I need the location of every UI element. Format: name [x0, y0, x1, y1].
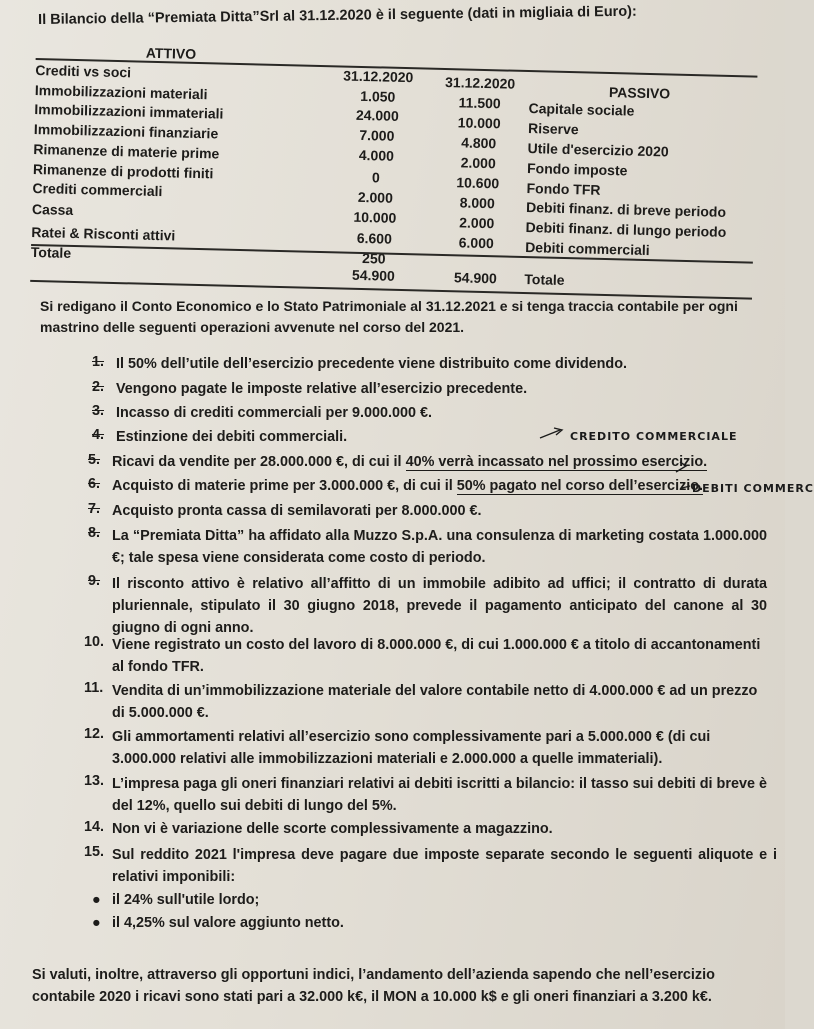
attivo-value: 0: [371, 169, 380, 186]
passivo-value: 10.000: [457, 114, 501, 132]
operation-text-b: 40% verrà incassato nel prossimo esercizio.: [405, 454, 708, 470]
attivo-label: Immobilizzazioni finanziarie: [33, 120, 219, 142]
passivo-label: Debiti finanz. di breve periodo: [525, 199, 727, 220]
operation-number: 6.: [88, 476, 101, 492]
bullet-item: ● il 24% sull'utile lordo;: [92, 892, 260, 908]
attivo-value: 4.000: [358, 146, 395, 164]
passivo-date: 31.12.2020: [444, 74, 516, 92]
attivo-label: Cassa: [31, 200, 74, 218]
attivo-value: 10.000: [353, 208, 397, 226]
attivo-label: Crediti vs soci: [35, 61, 132, 81]
passivo-value: 6.000: [458, 234, 494, 252]
operation-number: 5.: [88, 452, 101, 468]
operation-text: La “Premiata Ditta” ha affidato alla Muzzo S.p.A. una consulenza di marketing costata 1.000.000 €; tale spesa viene considerata come costo di periodo.: [112, 528, 767, 566]
attivo-header: ATTIVO: [145, 44, 197, 62]
operation-text: Vengono pagate le imposte relative all’esercizio precedente.: [116, 381, 528, 397]
operation-text: Acquisto pronta cassa di semilavorati per 8.000.000 €.: [112, 503, 482, 519]
passivo-value: 8.000: [459, 194, 495, 212]
attivo-label: Immobilizzazioni immateriali: [34, 100, 224, 122]
operation-text: Il risconto attivo è relativo all’affitto di un immobile adibito ad uffici; il contratto di durata pluriennale, stipulato il 30 giugno 2018, prevede il pagamento anticipato del canone al 30 giugno di ogni anno.: [112, 576, 767, 636]
attivo-label: Ratei & Risconti attivi: [31, 223, 176, 244]
operation-text-a: Ricavi da vendite per 28.000.000 €, di cui il: [112, 454, 406, 470]
passivo-value: 4.800: [460, 134, 497, 152]
totale-attivo-label: Totale: [30, 243, 72, 261]
attivo-value: 24.000: [355, 106, 399, 124]
operation-number: 3.: [92, 403, 105, 419]
attivo-value: 2.000: [357, 188, 394, 206]
passivo-value: 11.500: [458, 94, 501, 112]
operation-number: 13.: [84, 773, 105, 789]
passivo-value: 2.000: [460, 154, 496, 172]
attivo-value: 6.600: [356, 229, 393, 247]
operation-number: 9.: [88, 573, 101, 589]
closing-paragraph: Si valuti, inoltre, attraverso gli opportuni indici, l’andamento dell’azienda sapendo che nell’esercizio contabile 2020 i ricavi sono stati pari a 32.000 k€, il MON a 10.000 k$ e gli oneri finanziari a 3.200 k€.: [32, 967, 715, 1005]
passivo-label: Utile d'esercizio 2020: [527, 140, 669, 160]
operation-text: Vendita di un’immobilizzazione materiale del valore contabile netto di 4.000.000 € ad un prezzo di 5.000.000 €.: [112, 683, 758, 721]
operation-text-b: 50% pagato nel corso dell’esercizio.: [456, 478, 704, 494]
passivo-label: Debiti commerciali: [524, 239, 650, 259]
operation-text: Non vi è variazione delle scorte complessivamente a magazzino.: [112, 821, 553, 837]
operation-text: Viene registrato un costo del lavoro di 8.000.000 €, di cui 1.000.000 € a titolo di accantonamenti al fondo TFR.: [112, 637, 761, 675]
handwritten-note: CREDITO COMMERCIALE: [570, 430, 738, 443]
operation-text: Estinzione dei debiti commerciali.: [116, 429, 348, 445]
attivo-value: 7.000: [359, 126, 395, 144]
operation-number: 8.: [88, 525, 101, 541]
operation-text: Il 50% dell’utile dell’esercizio precedente viene distribuito come dividendo.: [116, 356, 628, 372]
operation-text-a: Acquisto di materie prime per 3.000.000 €, di cui il: [112, 478, 457, 494]
passivo-label: Debiti finanz. di lungo periodo: [525, 219, 727, 240]
handwritten-note: DEBITI COMMERC: [692, 482, 814, 495]
operation-number: 11.: [84, 680, 104, 696]
operation-text: Incasso di crediti commerciali per 9.000.000 €.: [116, 405, 432, 421]
totale-passivo-label: Totale: [524, 271, 565, 288]
document-title: Il Bilancio della “Premiata Ditta”Srl al 31.12.2020 è il seguente (dati in migliaia di Euro):: [38, 3, 637, 28]
passivo-label: Fondo TFR: [526, 180, 601, 198]
passivo-value: 10.600: [456, 174, 500, 192]
passivo-label: Fondo imposte: [526, 160, 628, 179]
operation-text: L’impresa paga gli oneri finanziari relativi ai debiti iscritti a bilancio: il tasso sui debiti di breve è del 12%, quello sui debiti di lungo del 5%.: [112, 776, 767, 814]
attivo-label: Crediti commerciali: [32, 179, 163, 200]
passivo-label: Riserve: [527, 120, 579, 138]
operation-number: 7.: [88, 501, 101, 517]
attivo-label: Immobilizzazioni materiali: [34, 81, 208, 103]
operation-number: 10.: [84, 634, 105, 650]
operation-number: 4.: [92, 427, 105, 443]
bullet-item: ● il 4,25% sul valore aggiunto netto.: [92, 915, 344, 931]
instructions-paragraph: Si redigano il Conto Economico e lo Stato Patrimoniale al 31.12.2021 e si tenga traccia contabile per ogni mastrino delle seguenti operazioni avvenute nel corso del 2021.: [40, 298, 738, 335]
attivo-date: 31.12.2020: [343, 67, 414, 86]
attivo-label: Rimanenze di prodotti finiti: [32, 160, 214, 182]
attivo-value: 1.050: [360, 87, 396, 105]
attivo-label: Rimanenze di materie prime: [33, 140, 220, 162]
operation-number: 2.: [92, 379, 105, 395]
operation-text: Sul reddito 2021 l'impresa deve pagare due imposte separate secondo le seguenti aliquote e i relativi imponibili:: [112, 847, 777, 885]
operation-number: 1.: [92, 354, 105, 370]
passivo-header: PASSIVO: [608, 84, 671, 102]
passivo-label: Capitale sociale: [528, 100, 635, 119]
totale-attivo-value: 54.900: [351, 266, 396, 284]
totale-passivo-value: 54.900: [453, 269, 498, 287]
operation-number: 14.: [84, 819, 105, 835]
operation-text: Gli ammortamenti relativi all’esercizio sono complessivamente pari a 5.000.000 € (di cui 3.000.000 relativi alle immobilizzazioni materiali e 2.000.000 a quelle immateriali).: [112, 729, 711, 767]
operation-number: 12.: [84, 726, 105, 742]
operation-number: 15.: [84, 844, 105, 860]
attivo-value: 250: [361, 250, 386, 267]
passivo-value: 2.000: [459, 214, 495, 232]
